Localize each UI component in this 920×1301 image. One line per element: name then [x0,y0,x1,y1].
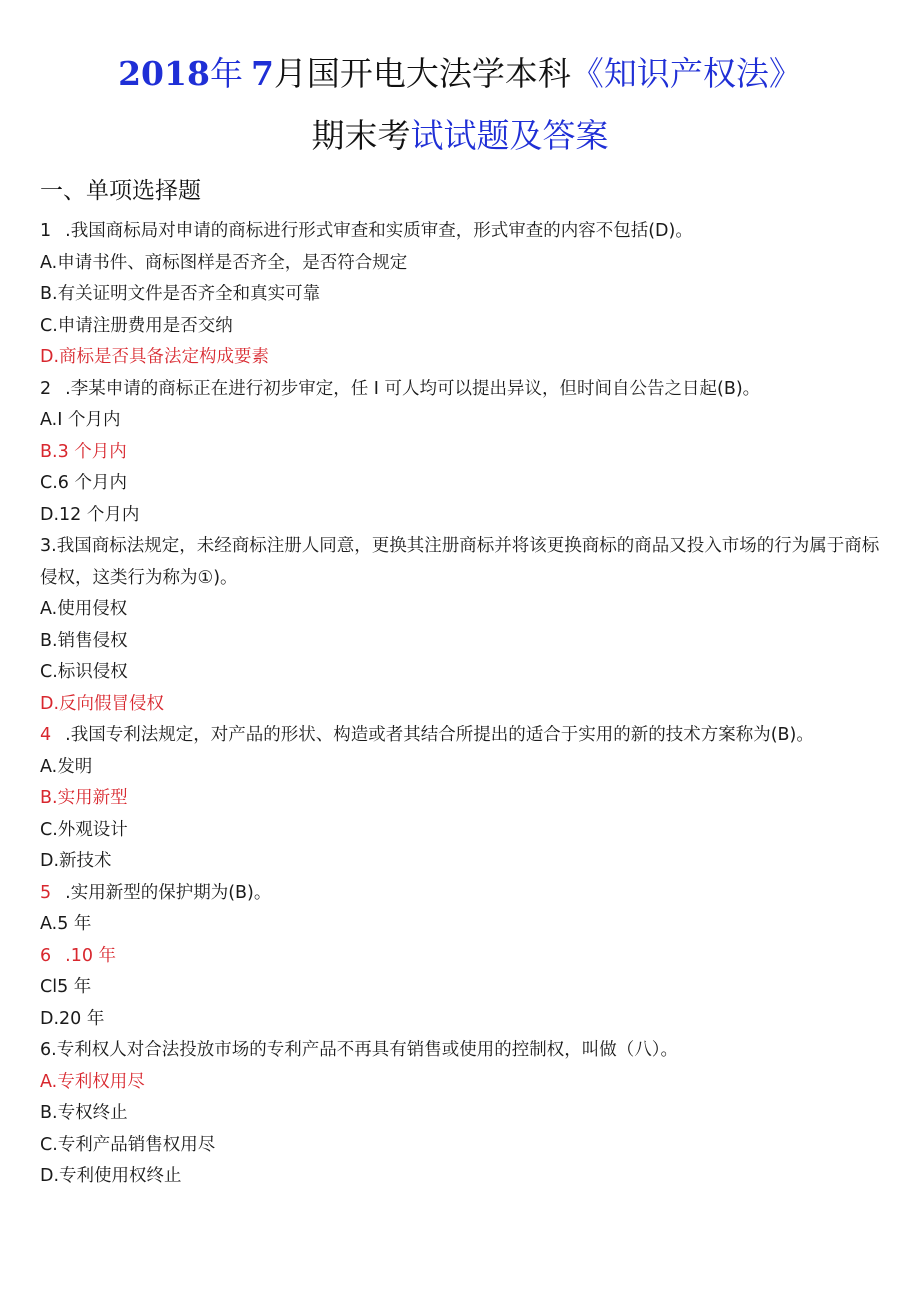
line-text: A.使用侵权 [40,599,128,619]
answer-line [40,342,880,374]
question-line [40,878,880,910]
question-number: 5 [40,882,52,903]
line-text: A.5 年 [40,914,92,934]
question-line [40,468,880,500]
answer-line [40,941,880,973]
question-number: 4 [40,725,52,745]
question-line [40,531,880,594]
question-line [40,815,880,847]
line-text: D.商标是否具备法定构成要素 [40,347,270,367]
line-text: Cl5 年 [40,977,92,997]
line-text: B.3 个月内 [40,441,127,462]
answer-line [40,783,880,815]
question-line [40,216,880,248]
line-text: 6.专利权人对合法投放市场的专利产品不再具有销售或使用的控制权，叫做（八）。 [40,1040,678,1060]
line-text: A.发明 [40,756,93,777]
question-number: 1 [40,221,52,241]
question-line [40,1004,880,1036]
line-text: A.I 个月内 [40,410,121,430]
question-line [40,1161,880,1193]
answer-line [40,689,880,721]
line-text: C.专利产品销售权用尽 [40,1134,216,1155]
question-line [40,626,880,658]
line-text: B.实用新型 [40,788,128,808]
line-text: D.新技术 [40,851,112,871]
line-text: .实用新型的保护期为(B)。 [65,882,272,903]
answer-line [40,1067,880,1099]
line-text: C.外观设计 [40,819,128,840]
question-line [40,594,880,626]
line-text: .我国专利法规定，对产品的形状、构造或者其结合所提出的适合于实用的新的技术方案称为(B)。 [65,725,814,745]
line-text: A.专利权用尽 [40,1071,145,1092]
document-title-line-2 [0,116,920,156]
question-line [40,972,880,1004]
line-text: B.有关证明文件是否齐全和真实可靠 [40,284,321,304]
question-line [40,846,880,878]
line-text: D.20 年 [40,1008,105,1029]
question-line [40,500,880,532]
question-list [40,216,880,1193]
line-text: B.销售侵权 [40,630,128,651]
title-text: 年 [209,54,243,93]
line-text: .10 年 [65,945,117,966]
line-text: .我国商标局对申请的商标进行形式审查和实质审查，形式审查的内容不包括(D)。 [65,221,693,241]
title-text: 期末考 [311,116,411,155]
line-text: C.申请注册费用是否交纳 [40,315,233,336]
question-number: 2 [40,378,52,399]
line-text: D.专利使用权终止 [40,1166,182,1186]
line-text: B.专权终止 [40,1103,128,1123]
title-month-number: 7 [250,54,274,93]
line-text: C.标识侵权 [40,662,128,682]
question-line [40,1130,880,1162]
question-line [40,1035,880,1067]
question-line [40,405,880,437]
line-text: D.12 个月内 [40,504,140,525]
line-text: .李某申请的商标正在进行初步审定，任 I 可人均可以提出异议，但时间自公告之日起(B)。 [65,378,761,399]
title-text: 试试题及答案 [410,116,609,155]
title-course-name: 《知识产权法》 [570,54,802,93]
document-title-line-1 [0,54,920,94]
question-line [40,374,880,406]
question-line [40,909,880,941]
line-text: 3.我国商标法规定，未经商标注册人同意，更换其注册商标并将该更换商标的商品又投入市场的行为属于商标侵权，这类行为称为①)。 [40,536,880,588]
answer-line [40,437,880,469]
question-line [40,311,880,343]
question-line [40,248,880,280]
line-text: A.申请书件、商标图样是否齐全，是否符合规定 [40,252,408,273]
question-line [40,279,880,311]
question-line [40,1098,880,1130]
question-line [40,720,880,752]
line-text: C.6 个月内 [40,473,127,493]
title-text: 月国开电大法学本科 [273,54,571,93]
title-year: 2018 [118,54,210,93]
question-line [40,752,880,784]
line-text: D.反向假冒侵权 [40,693,165,714]
question-number: 6 [40,945,52,966]
section-heading: 一、单项选择题 [40,178,201,204]
question-line [40,657,880,689]
